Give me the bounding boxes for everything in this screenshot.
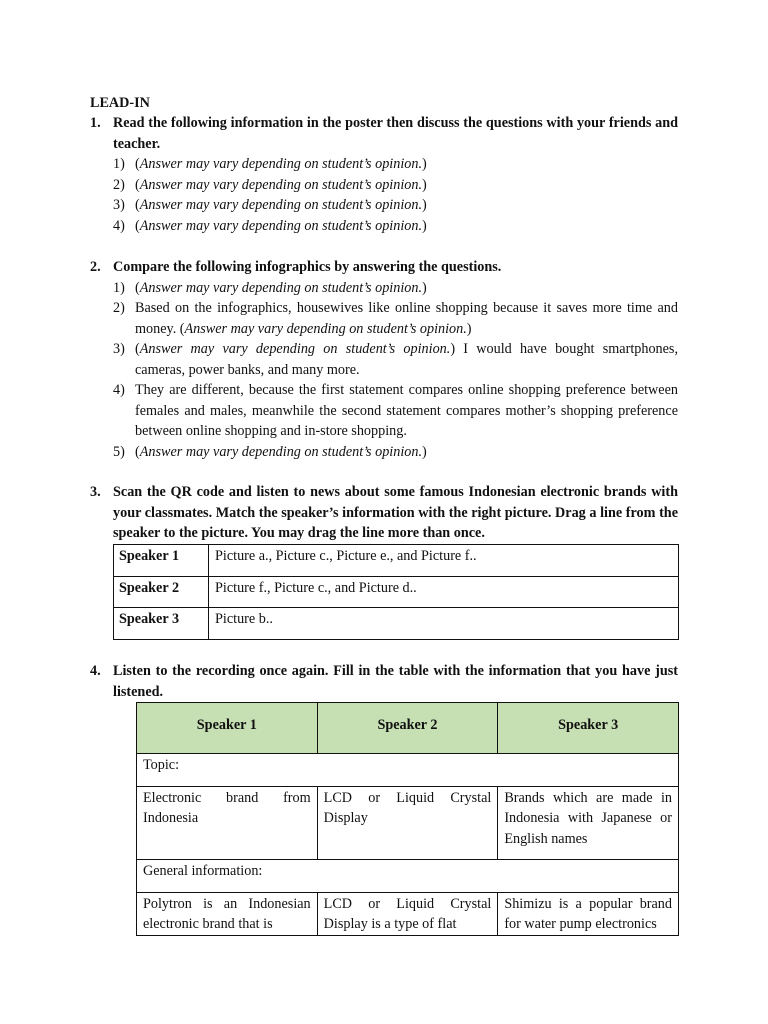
answer-item: 2) (Answer may vary depending on student’s opinion.) [113,176,427,193]
question-3 [90,482,678,544]
table-row [114,576,679,608]
answer-item: 2) Based on the infographics, housewives like online shopping because it saves more time and money. (Answer may vary depending on student’s opinion.) [113,300,678,337]
column-header: Speaker 2 [317,703,498,754]
section-heading: LEAD-IN [90,95,150,111]
question-2 [90,257,678,462]
table-row [114,608,679,640]
answer-item: 3) (Answer may vary depending on student’s opinion.) [113,197,427,213]
question-number: 3. [90,484,101,500]
answer-item: 5) (Answer may vary depending on student’s opinion.) [113,443,427,460]
answer-item: 1) (Answer may vary depending on student’s opinion.) [113,156,427,172]
question-text: Listen to the recording once again. Fill in the table with the information that you have just listened. [113,663,678,700]
table-row [137,860,679,893]
table-header-row [137,703,679,754]
general-information-cell: Shimizu is a popular brand for water pump electronics [498,892,679,935]
question-number: 2. [90,259,101,275]
topic-cell: Brands which are made in Indonesia with Japanese or English names [498,786,679,860]
speaker-picture-table [113,544,679,640]
picture-answer: Picture a., Picture c., Picture e., and Picture f.. [209,545,679,577]
answer-item: 1) (Answer may vary depending on student’s opinion.) [113,279,427,296]
general-information-cell: LCD or Liquid Crystal Display is a type of flat [317,892,498,935]
column-header: Speaker 3 [498,703,679,754]
general-information-label: General information: [137,860,679,893]
picture-answer: Picture b.. [209,608,679,640]
question-text: Scan the QR code and listen to news about some famous Indonesian electronic brands with your classmates. Match the speaker’s information with the right picture. Drag a line from the speaker to the picture. You may drag the line more than once. [113,484,678,541]
question-number: 4. [90,663,101,679]
question-4 [90,661,678,702]
speaker-information-table [136,702,679,936]
speaker-label: Speaker 3 [114,608,209,640]
answer-list [90,278,678,463]
column-header: Speaker 1 [137,703,318,754]
answer-list [90,154,678,236]
picture-answer: Picture f., Picture c., and Picture d.. [209,576,679,608]
table-row [137,786,679,860]
answer-item: 4) They are different, because the first statement compares online shopping preference between females and males, meanwhile the second statement compares mother’s shopping preference between online shopping and in-store shopping. [113,382,678,439]
speaker-label: Speaker 1 [114,545,209,577]
question-1 [90,113,678,236]
topic-label: Topic: [137,754,679,787]
table-row [137,892,679,935]
question-number: 1. [90,115,101,131]
answer-item: 4) (Answer may vary depending on student’s opinion.) [113,217,427,234]
question-text: Read the following information in the poster then discuss the questions with your friends and teacher. [113,115,678,152]
question-text: Compare the following infographics by answering the questions. [113,259,502,275]
topic-cell: Electronic brand from Indonesia [137,786,318,860]
answer-item: 3) (Answer may vary depending on student’s opinion.) I would have bought smartphones, cameras, power banks, and many more. [113,341,678,378]
table-row [137,754,679,787]
topic-cell: LCD or Liquid Crystal Display [317,786,498,860]
speaker-label: Speaker 2 [114,576,209,608]
general-information-cell: Polytron is an Indonesian electronic brand that is [137,892,318,935]
table-row [114,545,679,577]
